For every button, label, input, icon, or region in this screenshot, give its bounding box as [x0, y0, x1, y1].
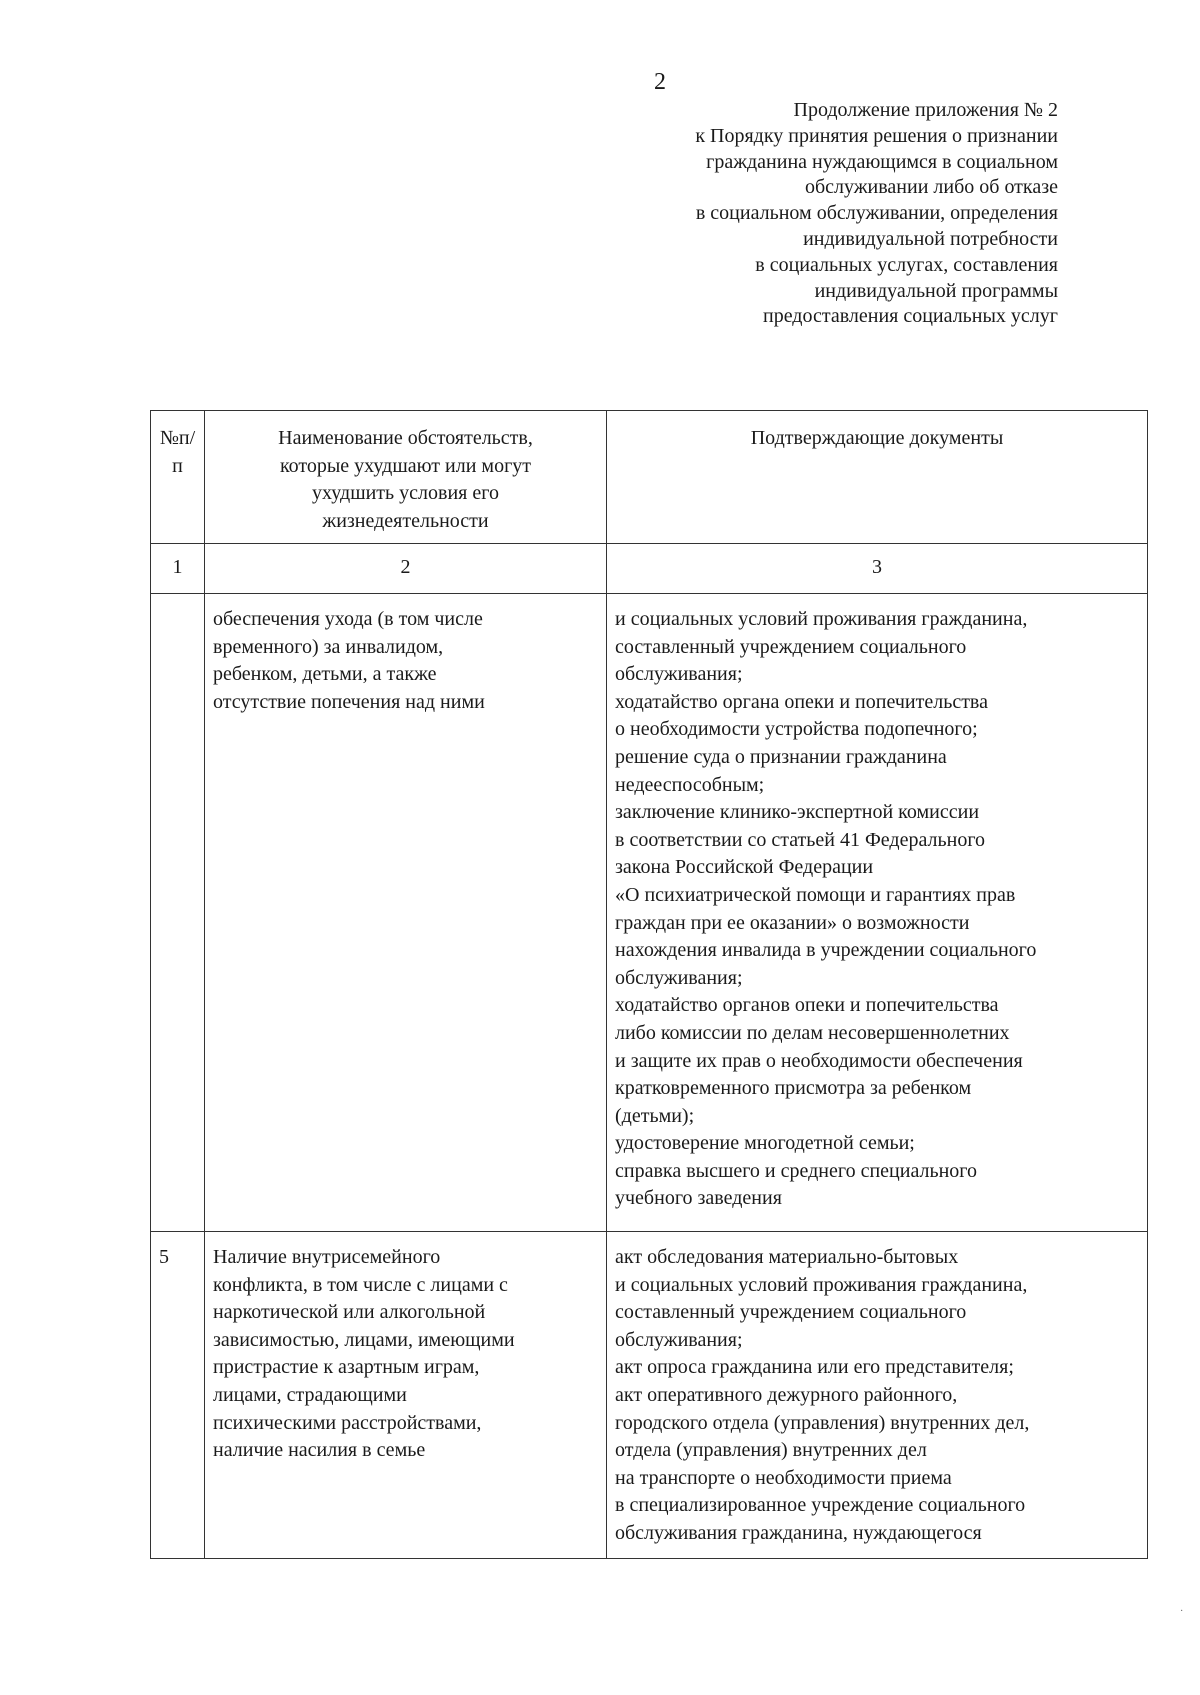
scan-mark: · — [1180, 1606, 1184, 1617]
appendix-header-line: индивидуальной потребности — [803, 227, 1058, 250]
table-header-row — [151, 411, 1148, 544]
table-row — [151, 1232, 1148, 1559]
circumstance-line: наркотической или алкогольной — [213, 1301, 486, 1324]
circumstances-table — [150, 410, 1148, 1559]
circumstance-line: лицами, страдающими — [213, 1383, 407, 1406]
appendix-header-line: в социальных услугах, составления — [755, 253, 1058, 276]
circumstance-cell — [205, 594, 607, 1232]
appendix-header-line: в социальном обслуживании, определения — [695, 202, 1058, 225]
row-number-cell — [151, 1232, 205, 1559]
row-number — [151, 594, 204, 616]
document-line: на транспорте о необходимости приема — [615, 1466, 952, 1489]
header-text: Подтверждающие документы — [750, 427, 1004, 449]
circumstance-line: зависимостью, лицами, имеющими — [213, 1328, 515, 1351]
circumstance-line: конфликта, в том числе с лицами с — [213, 1273, 508, 1296]
document-line: кратковременного присмотра за ребенком — [615, 1077, 972, 1100]
document-line: недееспособным; — [615, 773, 765, 796]
appendix-header — [498, 98, 1058, 330]
document-line: городского отдела (управления) внутренних дел, — [615, 1411, 1030, 1434]
header-text: ухудшить условия его — [312, 482, 499, 505]
header-text: жизнедеятельности — [322, 509, 489, 532]
appendix-header-line: обслуживании либо об отказе — [804, 176, 1058, 199]
documents-cell — [607, 1232, 1148, 1559]
document-line: удостоверение многодетной семьи; — [615, 1132, 915, 1155]
column-number-cell — [607, 544, 1148, 594]
header-text: п — [172, 454, 183, 477]
document-line: составленный учреждением социального — [615, 635, 967, 658]
column-number-cell — [205, 544, 607, 594]
circumstance-cell — [205, 1232, 607, 1559]
document-line: обслуживания; — [615, 966, 743, 989]
appendix-header-line: гражданина нуждающимся в социальном — [706, 150, 1058, 173]
document-line: граждан при ее оказании» о возможности — [615, 911, 970, 934]
header-cell-circumstance — [205, 411, 607, 544]
circumstance-line: психическими расстройствами, — [213, 1411, 482, 1434]
document-line: (детьми); — [615, 1104, 695, 1127]
appendix-header-line: Продолжение приложения № 2 — [793, 99, 1058, 121]
appendix-header-line: индивидуальной программы — [814, 279, 1058, 302]
circumstance-line: Наличие внутрисемейного — [213, 1246, 441, 1268]
document-line: обслуживания; — [615, 663, 743, 686]
column-number-cell — [151, 544, 205, 594]
document-line: обслуживания гражданина, нуждающегося — [615, 1521, 982, 1544]
document-line: справка высшего и среднего специального — [615, 1159, 978, 1182]
page-number: 2 — [654, 69, 666, 95]
document-line: в специализированное учреждение социального — [615, 1494, 1026, 1517]
document-line: ходатайство органов опеки и попечительства — [615, 994, 999, 1017]
documents-cell — [607, 594, 1148, 1232]
row-number: 5 — [159, 1246, 169, 1268]
header-cell-documents — [607, 411, 1148, 544]
row-number-cell — [151, 594, 205, 1232]
document-line: и социальных условий проживания гражданина, — [615, 608, 1028, 630]
header-cell-number — [151, 411, 205, 544]
header-text: Наименование обстоятельств, — [278, 427, 533, 449]
document-line: учебного заведения — [615, 1187, 782, 1210]
document-line: закона Российской Федерации — [615, 856, 874, 879]
document-line: и защите их прав о необходимости обеспечения — [615, 1049, 1023, 1072]
document-line: составленный учреждением социального — [615, 1301, 967, 1324]
column-number: 3 — [872, 556, 882, 578]
document-line: заключение клинико-экспертной комиссии — [615, 801, 980, 824]
document-line: о необходимости устройства подопечного; — [615, 718, 978, 741]
appendix-header-line: предоставления социальных услуг — [762, 305, 1058, 328]
circumstance-line: обеспечения ухода (в том числе — [213, 608, 483, 630]
document-line: отдела (управления) внутренних дел — [615, 1439, 927, 1462]
document-line: нахождения инвалида в учреждении социального — [615, 939, 1037, 962]
appendix-header-line: к Порядку принятия решения о признании — [695, 124, 1058, 147]
document-line: ходатайство органа опеки и попечительства — [615, 690, 988, 713]
circumstance-line: отсутствие попечения над ними — [213, 690, 485, 713]
document-line: «О психиатрической помощи и гарантиях прав — [615, 883, 1016, 906]
document-line: либо комиссии по делам несовершеннолетних — [615, 1021, 1010, 1044]
header-text: которые ухудшают или могут — [279, 454, 532, 477]
circumstance-line: временного) за инвалидом, — [213, 635, 444, 658]
document-line: обслуживания; — [615, 1328, 743, 1351]
circumstance-line: наличие насилия в семье — [213, 1439, 426, 1462]
circumstance-line: пристрастие к азартным играм, — [213, 1356, 480, 1379]
document-line: в соответствии со статьей 41 Федерального — [615, 828, 986, 851]
document-line: и социальных условий проживания гражданина, — [615, 1273, 1028, 1296]
column-number-row — [151, 544, 1148, 594]
document-line: акт опроса гражданина или его представителя; — [615, 1356, 1014, 1379]
column-number: 1 — [172, 556, 183, 578]
column-number: 2 — [400, 556, 411, 578]
header-text: №п/ — [159, 427, 196, 449]
circumstance-line: ребенком, детьми, а также — [213, 663, 437, 686]
document-line: акт обследования материально-бытовых — [615, 1246, 959, 1268]
document-line: решение суда о признании гражданина — [615, 745, 947, 768]
document-line: акт оперативного дежурного районного, — [615, 1383, 958, 1406]
table-row — [151, 594, 1148, 1232]
